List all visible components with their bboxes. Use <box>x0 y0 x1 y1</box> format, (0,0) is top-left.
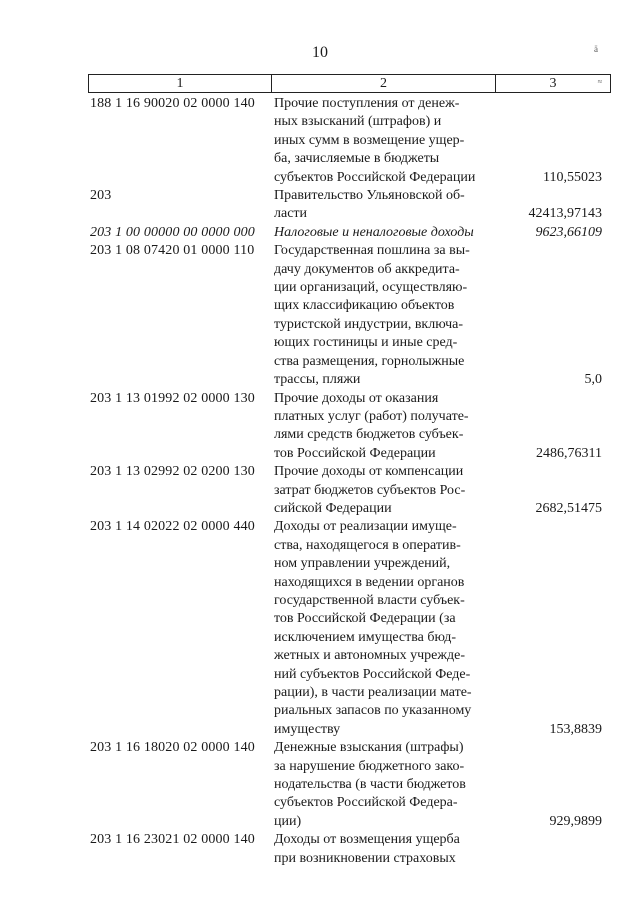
amount-value: 110,55023 <box>543 169 602 185</box>
amount-value: 5,0 <box>584 372 602 388</box>
description-line: тов Российской Федерации (за <box>274 611 456 627</box>
amount-value: 2682,51475 <box>535 500 602 516</box>
corner-mark: ä <box>594 44 598 54</box>
description-line: щих классификацию объектов <box>274 298 455 314</box>
column-header-code: 1 <box>89 75 272 92</box>
amount-value: 153,8839 <box>549 721 602 737</box>
description-line: субъектов Российской Федерации <box>274 169 476 185</box>
budget-code: 203 <box>90 188 112 204</box>
description-line: ний субъектов Российской Феде- <box>274 666 471 682</box>
amount-cell <box>495 831 610 868</box>
column-header-amount-label: 3 <box>549 76 557 91</box>
description-line: затрат бюджетов субъектов Рос- <box>274 482 466 498</box>
description-line: Доходы от реализации имуще- <box>274 519 457 535</box>
description-line: ства размещения, горнолыжные <box>274 353 465 369</box>
amount-cell <box>495 242 610 389</box>
description-line: ющих гостиницы и иные сред- <box>274 335 458 351</box>
description-line: жетных и автономных учрежде- <box>274 648 466 664</box>
page-number: 10 <box>312 44 328 61</box>
description-line: иных сумм в возмещение ущер- <box>274 132 465 148</box>
description-line: Прочие доходы от компенсации <box>274 464 464 480</box>
amount-cell <box>495 518 610 739</box>
table-body <box>90 95 610 868</box>
budget-code: 203 1 13 01992 02 0000 130 <box>90 390 255 406</box>
table-row <box>90 518 610 739</box>
income-description <box>271 739 495 831</box>
budget-code: 203 1 16 23021 02 0000 140 <box>90 832 255 848</box>
description-line: ба, зачисляемые в бюджеты <box>274 151 440 167</box>
amount-value: 929,9899 <box>549 813 602 829</box>
description-line: ции) <box>274 813 302 829</box>
description-line: государственной власти субъек- <box>274 592 465 608</box>
description-line: Государственная пошлина за вы- <box>274 243 470 259</box>
table-row <box>90 390 610 464</box>
description-line: имуществу <box>274 721 341 737</box>
budget-code: 203 1 16 18020 02 0000 140 <box>90 740 255 756</box>
amount-cell <box>495 95 610 187</box>
description-line: рации), в части реализации мате- <box>274 685 472 700</box>
income-description <box>271 242 495 389</box>
budget-code: 203 1 14 02022 02 0000 440 <box>90 519 255 535</box>
table-row <box>90 463 610 518</box>
income-description <box>271 95 495 187</box>
description-line: нодательства (в части бюджетов <box>274 777 466 793</box>
description-line: находящихся в ведении органов <box>274 574 465 590</box>
description-line: за нарушение бюджетного зако- <box>274 758 465 774</box>
amount-cell <box>495 187 610 224</box>
description-line: риальных запасов по указанному <box>274 703 472 719</box>
amount-cell <box>495 224 610 242</box>
income-description <box>271 390 495 464</box>
amount-value: 9623,66109 <box>535 224 602 240</box>
description-line: при возникновении страховых <box>274 850 456 866</box>
budget-code: 203 1 13 02992 02 0200 130 <box>90 464 255 480</box>
table-row <box>90 831 610 868</box>
description-line: туристской индустрии, включа- <box>274 316 464 332</box>
amount-cell <box>495 739 610 831</box>
budget-code: 203 1 00 00000 00 0000 000 <box>90 224 255 240</box>
table-row <box>90 739 610 831</box>
description-line: Правительство Ульяновской об- <box>274 188 465 204</box>
description-line: Прочие поступления от денеж- <box>274 96 460 111</box>
amount-value: 42413,97143 <box>528 206 602 222</box>
income-description <box>271 187 495 224</box>
amount-value: 2486,76311 <box>536 445 602 461</box>
table-row <box>90 242 610 389</box>
description-line: трассы, пляжи <box>274 372 361 388</box>
table-row <box>90 187 610 224</box>
table-header <box>88 74 611 93</box>
amount-cell <box>495 390 610 464</box>
income-description <box>271 518 495 739</box>
description-line: тов Российской Федерации <box>274 445 436 461</box>
description-line: Доходы от возмещения ущерба <box>274 832 460 848</box>
column-header-amount <box>496 75 610 92</box>
description-line: субъектов Российской Федера- <box>274 795 458 811</box>
description-line: ства, находящегося в оператив- <box>274 537 461 553</box>
description-line: лями средств бюджетов субъек- <box>274 427 464 443</box>
description-line: платных услуг (работ) получате- <box>274 408 469 424</box>
description-line: сийской Федерации <box>274 500 392 516</box>
income-description <box>271 224 495 242</box>
column-header-description: 2 <box>272 75 496 92</box>
description-line: дачу документов об аккредита- <box>274 261 460 277</box>
header-mark: ≈ <box>597 77 602 86</box>
table-row <box>90 224 610 242</box>
description-line: Денежные взыскания (штрафы) <box>274 740 464 756</box>
budget-code: 203 1 08 07420 01 0000 110 <box>90 243 255 259</box>
description-line: исключением имущества бюд- <box>274 629 457 645</box>
description-line: Налоговые и неналоговые доходы <box>274 224 474 240</box>
description-line: ных взысканий (штрафов) и <box>274 114 442 130</box>
income-description <box>271 463 495 518</box>
amount-cell <box>495 463 610 518</box>
table-row <box>90 95 610 187</box>
description-line: ном управлении учреждений, <box>274 556 451 572</box>
description-line: Прочие доходы от оказания <box>274 390 439 406</box>
description-line: ции организаций, осуществляю- <box>274 280 468 296</box>
budget-code: 188 1 16 90020 02 0000 140 <box>90 96 255 111</box>
income-description <box>271 831 495 868</box>
description-line: ласти <box>274 206 308 222</box>
